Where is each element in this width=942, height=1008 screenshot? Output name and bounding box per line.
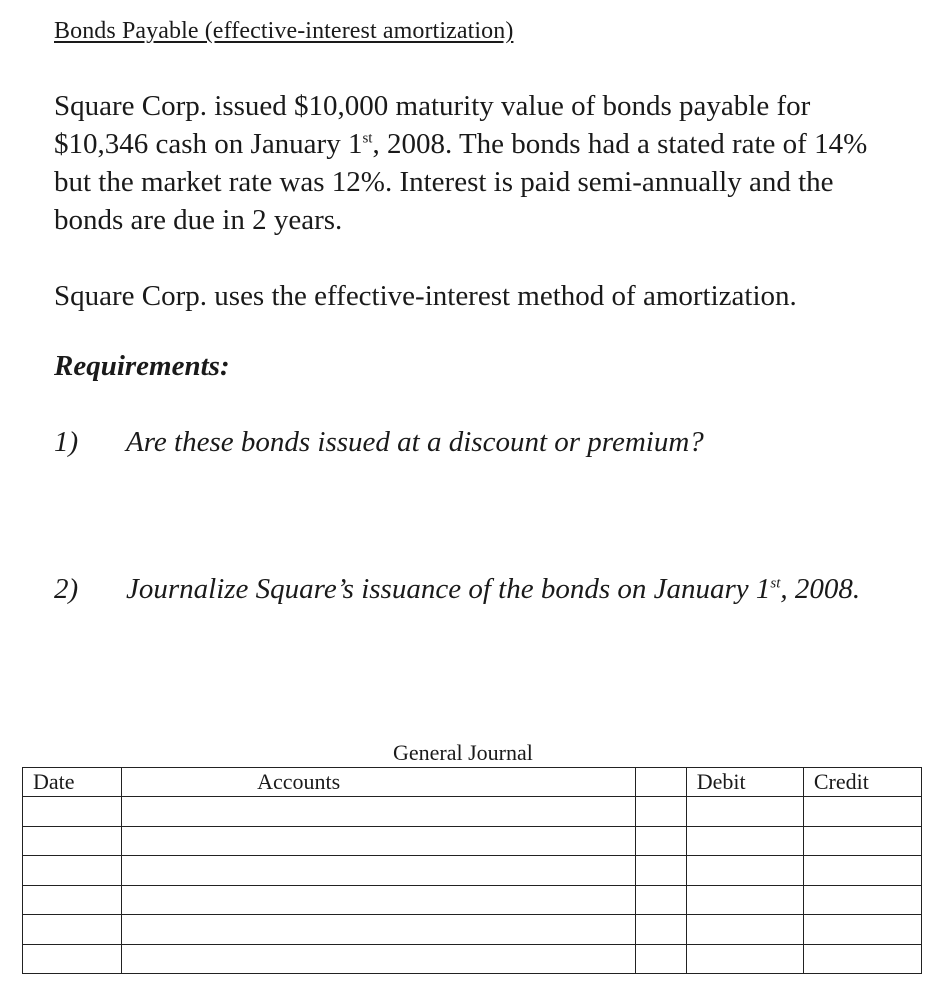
debit-cell[interactable] <box>686 856 803 886</box>
requirement-number: 1) <box>54 426 79 458</box>
requirement-text <box>126 570 906 608</box>
debit-cell[interactable] <box>686 944 803 974</box>
ref-cell[interactable] <box>635 826 686 856</box>
ref-cell[interactable] <box>635 915 686 945</box>
ordinal-superscript: st <box>770 575 781 592</box>
account-cell[interactable] <box>122 797 636 827</box>
journal-row <box>23 826 922 856</box>
date-cell[interactable] <box>23 826 122 856</box>
ref-cell[interactable] <box>635 797 686 827</box>
problem-text-part2: , 2008. The bonds had a stated rate of 14% but the market rate was 12%. Interest is paid semi-annually and the bonds are due in 2 years. <box>54 128 868 236</box>
problem-paragraph <box>54 87 904 239</box>
requirement-number: 2) <box>54 573 79 605</box>
credit-cell[interactable] <box>803 885 921 915</box>
account-cell[interactable] <box>122 885 636 915</box>
problem-text-part1: Square Corp. issued $10,000 maturity value of bonds payable for $10,346 cash on January 1 <box>54 90 811 160</box>
header-debit: Debit <box>686 768 803 797</box>
header-credit: Credit <box>803 768 921 797</box>
requirement-text: Are these bonds issued at a discount or premium? <box>126 426 704 458</box>
ref-cell[interactable] <box>635 885 686 915</box>
general-journal-table <box>22 767 922 974</box>
date-cell[interactable] <box>23 885 122 915</box>
date-cell[interactable] <box>23 797 122 827</box>
header-date: Date <box>23 768 122 797</box>
date-cell[interactable] <box>23 856 122 886</box>
date-cell[interactable] <box>23 944 122 974</box>
account-cell[interactable] <box>122 826 636 856</box>
account-cell[interactable] <box>122 915 636 945</box>
page-title: Bonds Payable (effective-interest amortization) <box>54 18 514 44</box>
journal-row <box>23 915 922 945</box>
header-ref <box>635 768 686 797</box>
account-cell[interactable] <box>122 856 636 886</box>
credit-cell[interactable] <box>803 915 921 945</box>
journal-row <box>23 885 922 915</box>
credit-cell[interactable] <box>803 856 921 886</box>
credit-cell[interactable] <box>803 826 921 856</box>
debit-cell[interactable] <box>686 885 803 915</box>
journal-row <box>23 797 922 827</box>
date-cell[interactable] <box>23 915 122 945</box>
credit-cell[interactable] <box>803 944 921 974</box>
method-paragraph: Square Corp. uses the effective-interest method of amortization. <box>54 280 797 312</box>
ordinal-superscript: st <box>362 130 373 147</box>
journal-title: General Journal <box>393 740 533 765</box>
requirement-text-part1: Journalize Square’s issuance of the bonds on January 1 <box>126 573 771 605</box>
debit-cell[interactable] <box>686 915 803 945</box>
journal-header-row <box>23 768 922 797</box>
journal-row <box>23 856 922 886</box>
account-cell[interactable] <box>122 944 636 974</box>
credit-cell[interactable] <box>803 797 921 827</box>
debit-cell[interactable] <box>686 797 803 827</box>
debit-cell[interactable] <box>686 826 803 856</box>
ref-cell[interactable] <box>635 856 686 886</box>
ref-cell[interactable] <box>635 944 686 974</box>
requirements-heading: Requirements: <box>54 350 230 382</box>
header-accounts: Accounts <box>122 768 636 797</box>
requirement-text-part2: , 2008. <box>780 573 861 605</box>
journal-row <box>23 944 922 974</box>
